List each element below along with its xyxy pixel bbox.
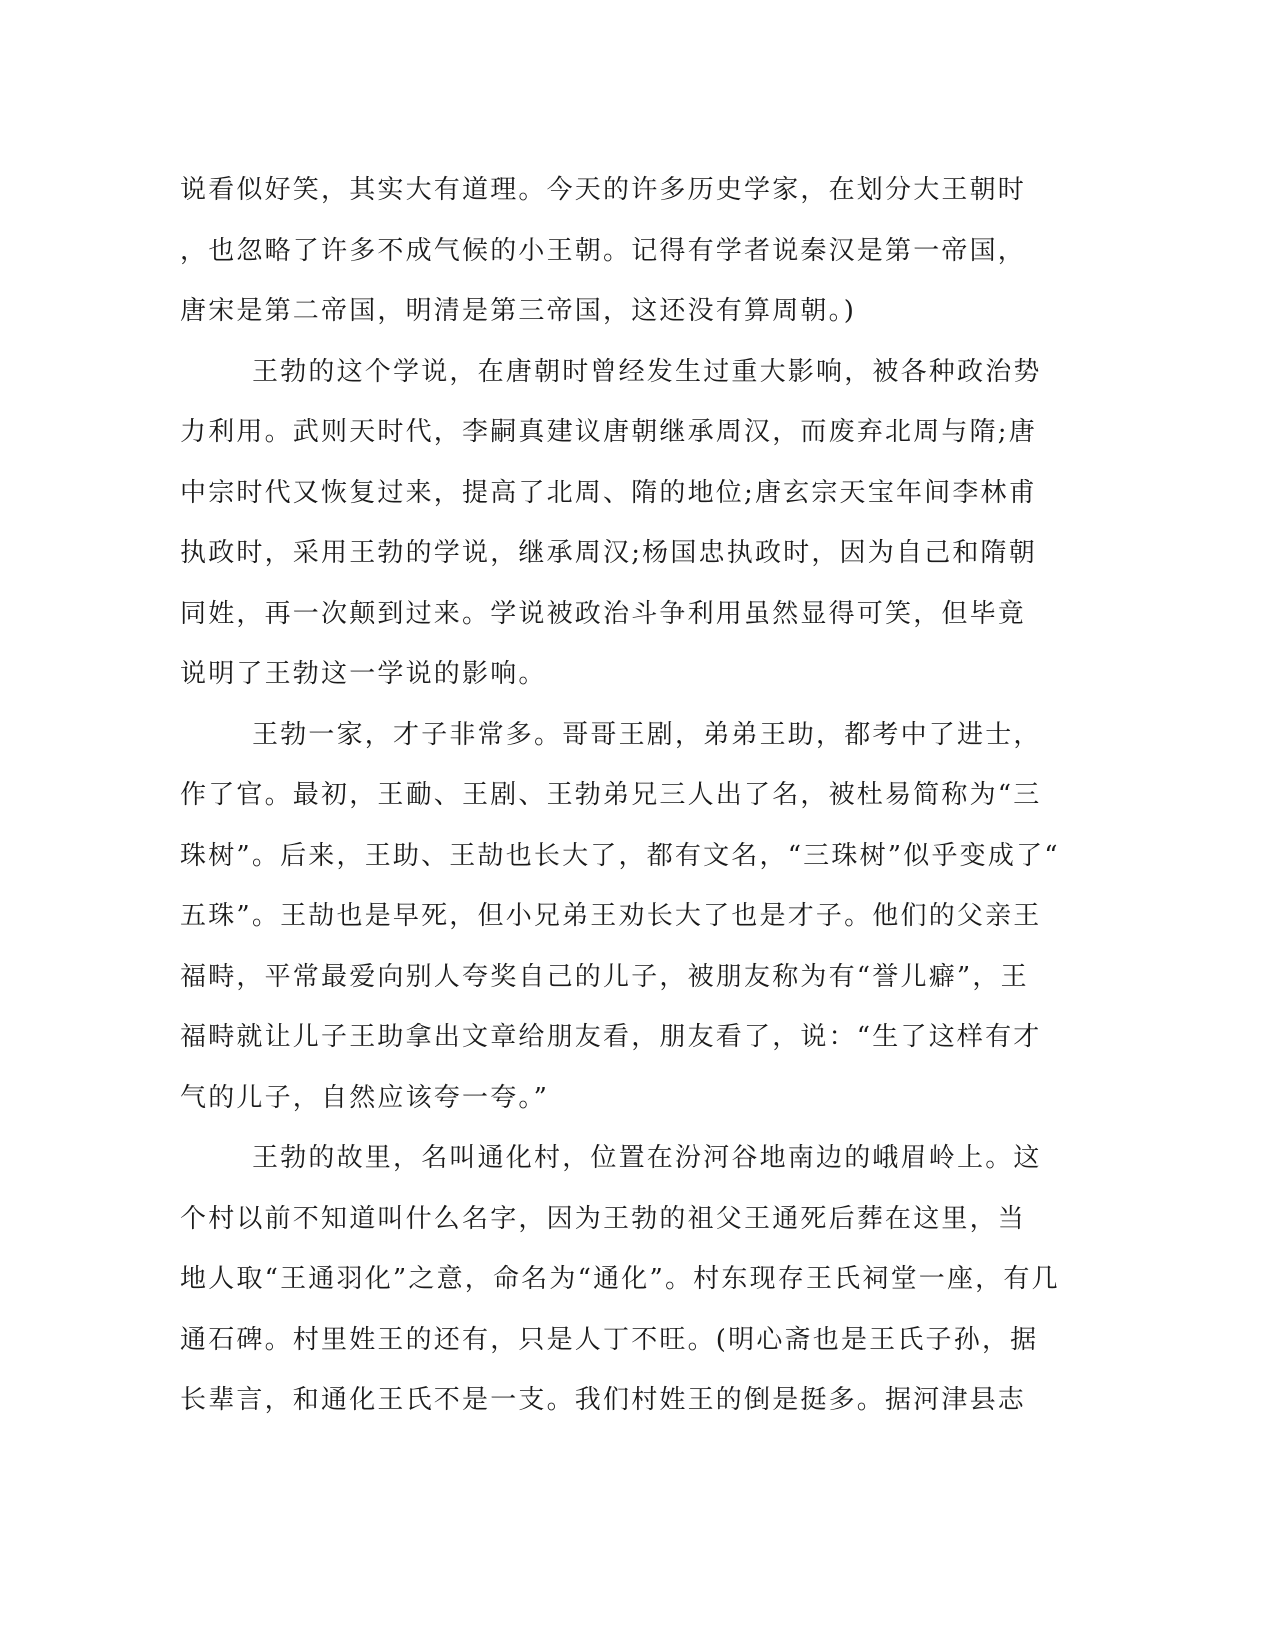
text-line: 力利用。武则天时代，李嗣真建议唐朝继承周汉，而废弃北周与隋;唐 (180, 417, 1037, 447)
text-line: 地人取“王通羽化”之意，命名为“通化”。村东现存王氏祠堂一座，有几 (180, 1264, 1060, 1294)
text-line: 福畤，平常最爱向别人夸奖自己的儿子，被朋友称为有“誉儿癖”，王 (180, 961, 1029, 992)
text-line: 气的儿子，自然应该夸一夸。” (180, 1082, 550, 1113)
text-line: 王勃一家，才子非常多。哥哥王剧，弟弟王助，都考中了进士， (252, 719, 1042, 750)
text-line: 执政时，采用王勃的学说，继承周汉;杨国忠执政时，因为自己和隋朝 (180, 538, 1037, 568)
text-line: 福畤就让儿子王助拿出文章给朋友看，朋友看了，说：“生了这样有才 (180, 1022, 1042, 1052)
text-line: ，也忽略了许多不成气候的小王朝。记得有学者说秦汉是第一帝国， (180, 235, 1027, 266)
paragraph (180, 160, 1040, 342)
text-line: 说看似好笑，其实大有道理。今天的许多历史学家，在划分大王朝时 (180, 175, 1027, 205)
text-line: 王勃的故里，名叫通化村，位置在汾河谷地南边的峨眉岭上。这 (252, 1143, 1042, 1173)
text-line: 王勃的这个学说，在唐朝时曾经发生过重大影响，被各种政治势 (252, 356, 1042, 387)
paragraph (180, 1128, 1060, 1431)
text-line: 同姓，再一次颠到过来。学说被政治斗争利用虽然显得可笑，但毕竟 (180, 598, 1027, 629)
text-line: 个村以前不知道叫什么名字，因为王勃的祖父王通死后葬在这里，当 (180, 1203, 1027, 1234)
text-line: 珠树”。后来，王助、王劼也长大了，都有文名，“三珠树”似乎变成了“ (180, 840, 1060, 871)
text-line: 五珠”。王劼也是早死，但小兄弟王劝长大了也是才子。他们的父亲王 (180, 901, 1042, 931)
text-line: 作了官。最初，王勔、王剧、王勃弟兄三人出了名，被杜易简称为“三 (180, 780, 1042, 810)
text-line: 通石碑。村里姓王的还有，只是人丁不旺。(明心斋也是王氏子孙，据 (180, 1324, 1039, 1355)
paragraph (180, 342, 1040, 705)
paragraph (180, 705, 1060, 1129)
text-line: 唐宋是第二帝国，明清是第三帝国，这还没有算周朝。) (180, 296, 857, 326)
text-line: 说明了王勃这一学说的影响。 (180, 659, 547, 689)
text-line: 长辈言，和通化王氏不是一支。我们村姓王的倒是挺多。据河津县志 (180, 1385, 1027, 1415)
document-body (180, 160, 1060, 1431)
text-line: 中宗时代又恢复过来，提高了北周、隋的地位;唐玄宗天宝年间李林甫 (180, 477, 1037, 508)
